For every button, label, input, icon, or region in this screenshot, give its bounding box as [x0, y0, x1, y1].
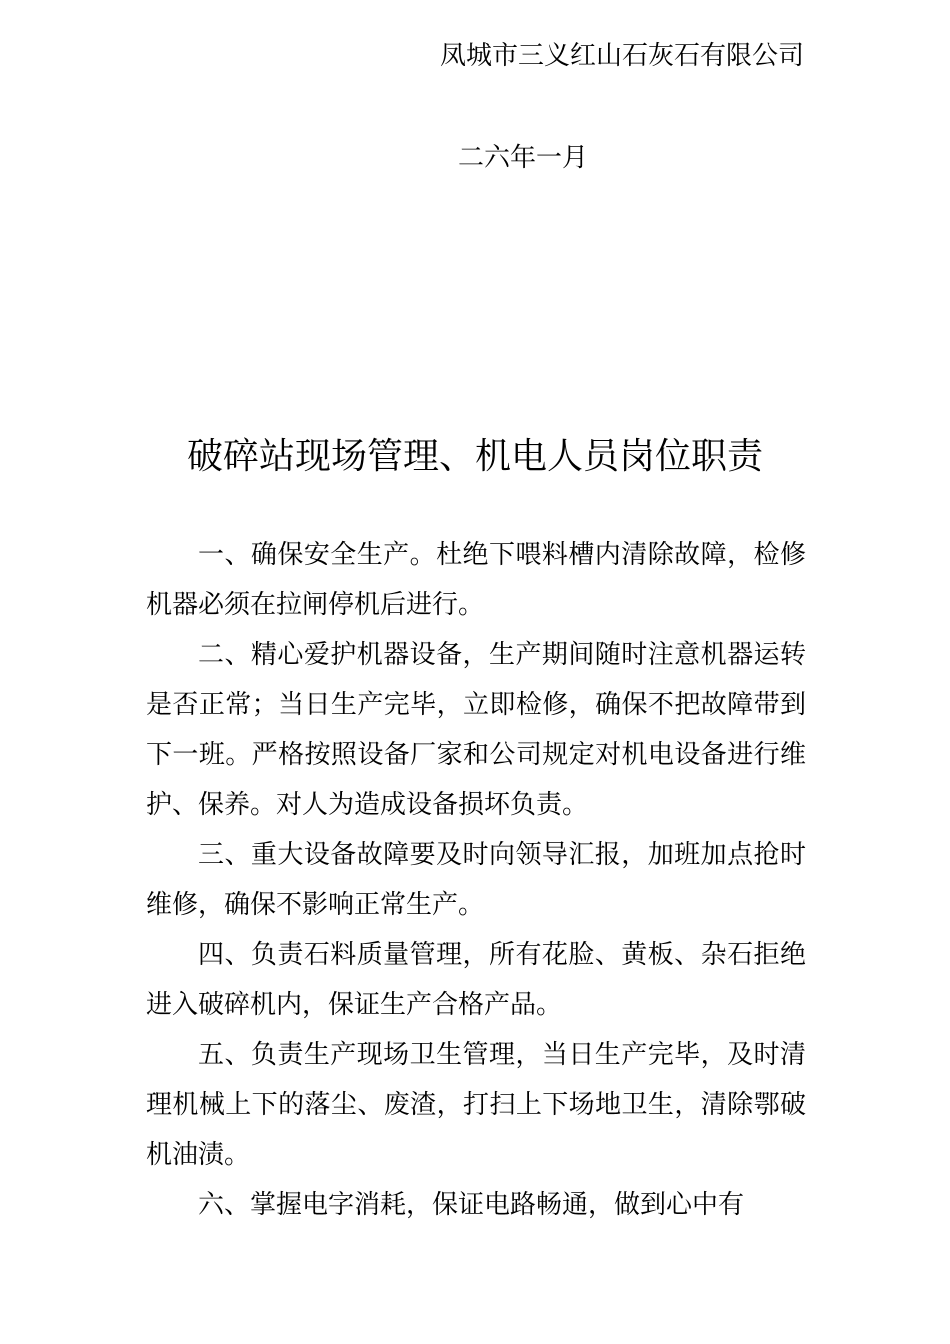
- document-body: [146, 530, 806, 1230]
- duty-paragraph-2: 二、精心爱护机器设备，生产期间随时注意机器运转是否正常；当日生产完毕，立即检修，确保不把故障带到下一班。严格按照设备厂家和公司规定对机电设备进行维护、保养。对人为造成设备损坏负责。: [146, 640, 806, 820]
- document-title: 破碎站现场管理、机电人员岗位职责: [186, 436, 763, 477]
- duty-paragraph-5: 五、负责生产现场卫生管理，当日生产完毕，及时清理机械上下的落尘、废渣，打扫上下场地卫生，清除鄂破机油渍。: [146, 1040, 806, 1170]
- duty-paragraph-6: 六、掌握电字消耗，保证电路畅通，做到心中有: [198, 1190, 745, 1220]
- duty-paragraph-1: 一、确保安全生产。杜绝下喂料槽内清除故障，检修机器必须在拉闸停机后进行。: [146, 540, 806, 620]
- duty-paragraph-4: 四、负责石料质量管理，所有花脸、黄板、杂石拒绝进入破碎机内，保证生产合格产品。: [146, 940, 806, 1020]
- document-date: 二六年一月: [458, 143, 589, 173]
- company-name: 凤城市三义红山石灰石有限公司: [439, 41, 804, 71]
- duty-paragraph-3: 三、重大设备故障要及时向领导汇报，加班加点抢时维修，确保不影响正常生产。: [146, 840, 806, 920]
